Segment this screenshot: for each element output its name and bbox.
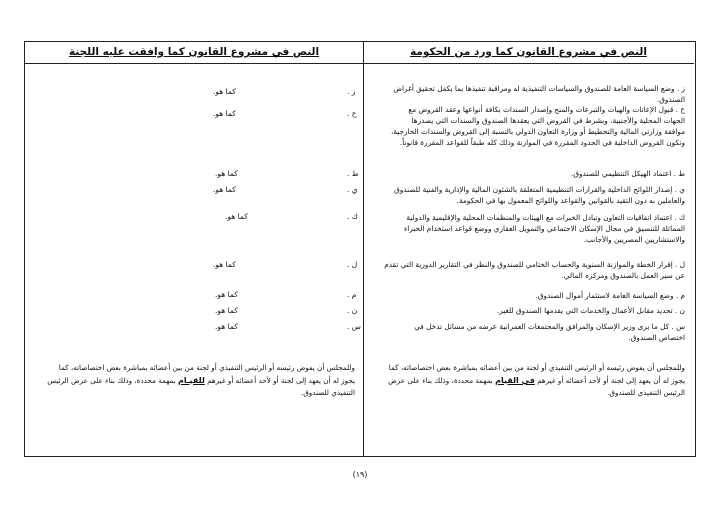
clause-letter: ن . (347, 306, 358, 315)
government-clause-line: والاستشاريين المصريين والأجانب. (583, 235, 685, 244)
government-clause-line: ل . إقرار الخطة والموازنة السنوية والحساب الختامي للصندوق والنظر في التقارير الدورية التي تقدم (384, 260, 685, 269)
as-is-note: كما هو. (215, 290, 238, 299)
government-clause-line: والعاملين به دون التقيد بالقوانين والقواعد واللوائح المعمول بها في الحكومة. (456, 196, 685, 205)
column-divider (363, 42, 364, 456)
government-clause-line: اختصاص الصندوق. (628, 333, 685, 342)
government-clause-line: الجهات المحلية والأجنبية، وبشرط في القروض التي يعقدها الصندوق والسندات التي يصدرها (411, 116, 685, 125)
government-clause-line: م . وضع السياسة العامة لاستثمار أموال الصندوق. (535, 291, 685, 300)
government-clause-line: موافقة وزارتي المالية والتخطيط أو وزارة التعاون الدولي بالنسبة إلى القروض والسندات الخارجية، (391, 127, 685, 136)
clause-letter: م . (347, 290, 357, 299)
government-clause-line: ط . اعتماد الهيكل التنظيمي للصندوق. (571, 169, 685, 178)
page-number: (١٩) (352, 470, 368, 479)
as-is-note: كما هو. (215, 169, 238, 178)
government-clause-line: المماثلة للتنسيق في مجال الإسكان الاجتماعي والتمويل العقاري ووضع قواعد استخدام الخبراء (403, 224, 685, 233)
as-is-note: كما هو. (213, 260, 236, 269)
clause-letter: ز . (347, 87, 356, 96)
government-clause-line: الصندوق. (656, 95, 685, 104)
clause-letter: ك . (347, 212, 358, 221)
government-clause-line: ح . قبول الإعانات والهبات والتبرعات والمنح وإصدار السندات بكافة أنواعها وعقد القروض مع (408, 105, 685, 114)
underlined-phrase: للقيـام (177, 375, 205, 385)
as-is-note: كما هو. (225, 212, 248, 221)
government-clause-line: ك . اعتماد اتفاقيات التعاون وتبادل الخبرات مع الهيئات والمنظمات المحلية والإقليمية والدولية (406, 213, 685, 222)
left-final-paragraph: وللمجلس أن يفوض رئيسه أو الرئيس التنفيذي أو لجنة من بين أعضائه بمباشرة بعض اختصاصاته، كما يجوز له أن يعهد إلى لجنة أو لأحد أعضائه أو غيرهم للقيـام بمهمة محددة، وذلك بناء على عرض الرئيس التنفيذي للصندوق. (47, 363, 355, 397)
clause-letter: ح . (347, 109, 357, 118)
underlined-phrase: في القيام (495, 375, 535, 385)
as-is-note: كما هو. (215, 306, 238, 315)
clause-letter: س . (347, 322, 361, 331)
as-is-note: كما هو. (213, 109, 236, 118)
right-final-paragraph: وللمجلس أن يفوض رئيسه أو الرئيس التنفيذي أو لجنة من بين أعضائه بمباشرة بعض اختصاصاته، كما يجوز له أن يعهد إلى لجنة أو لأحد أعضائه أو غيرهم في القيام بمهمة محددة، وذلك بناء على عرض الرئيس التنفيذي للصندوق. (388, 363, 685, 397)
right-column-header: النص في مشروع القانون كما ورد من الحكومة (363, 42, 694, 64)
government-clause-line: ن . تحديد مقابل الأعمال والخدمات التي يقدمها الصندوق للغير. (496, 306, 685, 315)
comparison-table (24, 41, 696, 457)
left-column-header: النص في مشروع القانون كما وافقت عليه اللجنة (25, 42, 363, 64)
clause-letter: ط . (347, 169, 359, 178)
government-clause-line: ز . وضع السياسة العامة للصندوق والسياسات التنفيذية له ومراقبة تنفيذها بما يكفل تحقيق أغراض (393, 84, 685, 93)
government-clause-line: ي . إصدار اللوائح الداخلية والقرارات التنظيمية المتعلقة بالشئون المالية والإدارية والفنية للصندوق (394, 185, 685, 194)
as-is-note: كما هو. (213, 87, 236, 96)
clause-letter: ي . (347, 185, 358, 194)
as-is-note: كما هو. (215, 322, 238, 331)
as-is-note: كما هو. (213, 185, 236, 194)
government-clause-line: س . كل ما يرى وزير الإسكان والمرافق والمجتمعات العمرانية عرضه من مسائل تدخل في (414, 322, 685, 331)
government-clause-line: وتكون القروض الداخلية في الحدود المقررة في الموازنة وذلك كله طبقاً للقواعد المقررة قانوناً. (399, 138, 685, 147)
clause-letter: ل . (347, 260, 358, 269)
government-clause-line: عن سير العمل بالصندوق ومركزه المالي. (561, 271, 685, 280)
